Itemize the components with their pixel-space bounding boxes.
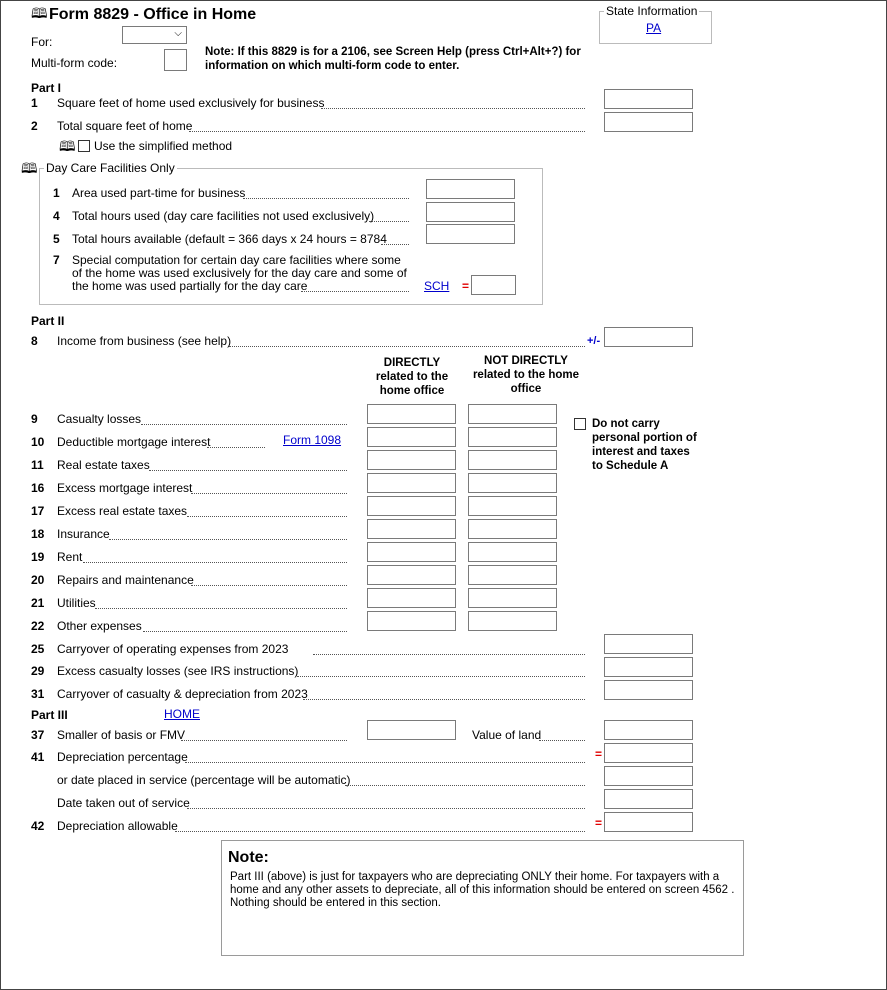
leader-dots bbox=[345, 784, 585, 786]
leader-dots bbox=[539, 739, 585, 741]
leader-dots bbox=[185, 761, 585, 763]
line17-label: Excess real estate taxes bbox=[57, 504, 188, 518]
line20-indirect-input[interactable] bbox=[468, 565, 557, 585]
daycare-line5-input[interactable] bbox=[426, 224, 515, 244]
line-number: 37 bbox=[31, 728, 45, 742]
leader-dots bbox=[149, 469, 347, 471]
part3-heading: Part III bbox=[31, 708, 68, 722]
line29-label: Excess casualty losses (see IRS instructions) bbox=[57, 664, 299, 678]
state-pa-link[interactable]: PA bbox=[646, 21, 662, 35]
line22-direct-input[interactable] bbox=[367, 611, 456, 631]
leader-dots bbox=[175, 830, 585, 832]
leader-dots bbox=[143, 630, 347, 632]
line19-label: Rent bbox=[57, 550, 83, 564]
line-number: 4 bbox=[53, 209, 60, 223]
chevron-down-icon: ⌵ bbox=[174, 28, 182, 39]
line-number: 18 bbox=[31, 527, 45, 541]
line-number: 9 bbox=[31, 412, 38, 426]
do-not-carry-label bbox=[592, 417, 697, 473]
line11-label: Real estate taxes bbox=[57, 458, 150, 472]
home-link[interactable]: HOME bbox=[164, 707, 200, 721]
line-number: 5 bbox=[53, 232, 60, 246]
line-number: 21 bbox=[31, 596, 45, 610]
value-of-land-label: Value of land bbox=[472, 728, 542, 742]
line19-direct-input[interactable] bbox=[367, 542, 456, 562]
col-header-direct-line: related to the bbox=[375, 371, 449, 383]
line10-label: Deductible mortgage interest bbox=[57, 435, 211, 449]
leader-dots bbox=[229, 345, 585, 347]
line-number: 22 bbox=[31, 619, 45, 633]
do-not-carry-line: interest and taxes bbox=[592, 446, 690, 458]
line37-label: Smaller of basis or FMV bbox=[57, 728, 186, 742]
leader-dots bbox=[243, 197, 409, 199]
line31-input[interactable] bbox=[604, 680, 693, 700]
leader-dots bbox=[191, 584, 347, 586]
line-number: 41 bbox=[31, 750, 45, 764]
page-title: Form 8829 - Office in Home bbox=[49, 6, 257, 23]
line10-direct-input[interactable] bbox=[367, 427, 456, 447]
line21-indirect-input[interactable] bbox=[468, 588, 557, 608]
line2-input[interactable] bbox=[604, 112, 693, 132]
line29-input[interactable] bbox=[604, 657, 693, 677]
daycare-line4-label: Total hours used (day care facilities not used exclusively) bbox=[72, 209, 375, 223]
line42-input[interactable] bbox=[604, 812, 693, 832]
line11-direct-input[interactable] bbox=[367, 450, 456, 470]
leader-dots bbox=[191, 492, 347, 494]
line31-label: Carryover of casualty & depreciation from 2023 bbox=[57, 687, 308, 701]
line-number: 20 bbox=[31, 573, 45, 587]
form-1098-link[interactable]: Form 1098 bbox=[283, 433, 342, 447]
leader-dots bbox=[181, 739, 347, 741]
line41-label: Depreciation percentage bbox=[57, 750, 188, 764]
line-number: 19 bbox=[31, 550, 45, 564]
leader-dots bbox=[95, 607, 347, 609]
line22-indirect-input[interactable] bbox=[468, 611, 557, 631]
line-number: 10 bbox=[31, 435, 45, 449]
line8-label: Income from business (see help) bbox=[57, 334, 232, 348]
line10-indirect-input[interactable] bbox=[468, 427, 557, 447]
note-title: Note: bbox=[228, 849, 269, 866]
leader-dots bbox=[207, 446, 265, 448]
line-number: 29 bbox=[31, 664, 45, 678]
line16-label: Excess mortgage interest bbox=[57, 481, 193, 495]
do-not-carry-checkbox[interactable] bbox=[574, 418, 586, 430]
date-placed-input[interactable] bbox=[604, 766, 693, 786]
line20-label: Repairs and maintenance bbox=[57, 573, 194, 587]
line9-label: Casualty losses bbox=[57, 412, 142, 426]
line1-input[interactable] bbox=[604, 89, 693, 109]
daycare-line4-input[interactable] bbox=[426, 202, 515, 222]
for-select[interactable] bbox=[122, 26, 187, 44]
multi-form-code-input[interactable] bbox=[164, 49, 187, 71]
line18-indirect-input[interactable] bbox=[468, 519, 557, 539]
leader-dots bbox=[189, 130, 585, 132]
col-header-direct-line: DIRECTLY bbox=[383, 357, 441, 369]
line8-input[interactable] bbox=[604, 327, 693, 347]
leader-dots bbox=[297, 675, 585, 677]
line41-input[interactable] bbox=[604, 743, 693, 763]
note-text: Part III (above) is just for taxpayers who are depreciating ONLY their home. For taxpayers with a home and any other assets to depreciate, all of this information should be entered on screen 4562 . Nothing should be entered in this section. bbox=[230, 871, 735, 909]
line-number: 2 bbox=[31, 119, 38, 133]
daycare-line7-label-2: of the home was used exclusively for the day care and some of bbox=[72, 266, 407, 280]
line-number: 17 bbox=[31, 504, 45, 518]
help-book-icon[interactable]: 🕮 bbox=[59, 138, 76, 154]
col-header-not-direct-line: NOT DIRECTLY bbox=[484, 355, 568, 367]
value-of-land-input[interactable] bbox=[604, 720, 693, 740]
daycare-line1-label: Area used part-time for business bbox=[72, 186, 246, 200]
line17-direct-input[interactable] bbox=[367, 496, 456, 516]
line16-indirect-input[interactable] bbox=[468, 473, 557, 493]
line9-direct-input[interactable] bbox=[367, 404, 456, 424]
col-header-not-direct-line: office bbox=[510, 383, 542, 395]
line-number: 11 bbox=[31, 458, 44, 472]
line25-input[interactable] bbox=[604, 634, 693, 654]
line20-direct-input[interactable] bbox=[367, 565, 456, 585]
line18-label: Insurance bbox=[57, 527, 110, 541]
line1-label: Square feet of home used exclusively for business bbox=[57, 96, 325, 110]
line-number: 8 bbox=[31, 334, 38, 348]
line11-indirect-input[interactable] bbox=[468, 450, 557, 470]
line16-direct-input[interactable] bbox=[367, 473, 456, 493]
simplified-method-label: Use the simplified method bbox=[94, 139, 233, 153]
plus-minus-sign: +/- bbox=[587, 335, 601, 347]
daycare-line7-label-3: the home was used partially for the day care bbox=[72, 279, 308, 293]
line21-direct-input[interactable] bbox=[367, 588, 456, 608]
line-number: 31 bbox=[31, 687, 45, 701]
col-header-not-direct bbox=[463, 354, 589, 396]
equals-sign: = bbox=[595, 747, 603, 761]
line-number: 16 bbox=[31, 481, 45, 495]
multi-form-note: Note: If this 8829 is for a 2106, see Screen Help (press Ctrl+Alt+?) for information on which multi-form code to enter. bbox=[205, 46, 581, 72]
line-number: 1 bbox=[31, 96, 38, 110]
col-header-direct-line: home office bbox=[379, 385, 445, 397]
leader-dots bbox=[187, 515, 347, 517]
equals-sign: = bbox=[462, 279, 470, 293]
line-number: 7 bbox=[53, 253, 60, 267]
line-number: 1 bbox=[53, 186, 60, 200]
help-book-icon[interactable]: 🕮 bbox=[21, 160, 38, 176]
sch-link[interactable]: SCH bbox=[424, 279, 450, 293]
line25-label: Carryover of operating expenses from 2023 bbox=[57, 642, 289, 656]
line37-input[interactable] bbox=[367, 720, 456, 740]
part1-heading: Part I bbox=[31, 81, 62, 95]
line21-label: Utilities bbox=[57, 596, 96, 610]
line2-label: Total square feet of home bbox=[57, 119, 193, 133]
leader-dots bbox=[303, 698, 585, 700]
line19-indirect-input[interactable] bbox=[468, 542, 557, 562]
date-taken-out-label: Date taken out of service bbox=[57, 796, 190, 810]
do-not-carry-line: personal portion of bbox=[592, 432, 697, 444]
multi-form-label: Multi-form code: bbox=[31, 56, 118, 70]
date-taken-out-input[interactable] bbox=[604, 789, 693, 809]
do-not-carry-line: to Schedule A bbox=[592, 460, 669, 472]
line18-direct-input[interactable] bbox=[367, 519, 456, 539]
leader-dots bbox=[381, 243, 409, 245]
help-book-icon[interactable]: 🕮 bbox=[31, 5, 48, 21]
line9-indirect-input[interactable] bbox=[468, 404, 557, 424]
simplified-method-checkbox[interactable] bbox=[78, 140, 90, 152]
leader-dots bbox=[83, 561, 347, 563]
leader-dots bbox=[321, 107, 585, 109]
leader-dots bbox=[141, 423, 347, 425]
do-not-carry-line: Do not carry bbox=[592, 418, 660, 430]
note-box bbox=[221, 840, 744, 956]
date-placed-label: or date placed in service (percentage will be automatic) bbox=[57, 773, 351, 787]
leader-dots bbox=[187, 807, 585, 809]
equals-sign: = bbox=[595, 816, 603, 830]
line17-indirect-input[interactable] bbox=[468, 496, 557, 516]
col-header-direct bbox=[367, 356, 457, 398]
leader-dots bbox=[313, 653, 585, 655]
part2-heading: Part II bbox=[31, 314, 65, 328]
daycare-legend: Day Care Facilities Only bbox=[46, 161, 175, 175]
daycare-line7-label-1: Special computation for certain day care facilities where some bbox=[72, 253, 401, 267]
col-header-not-direct-line: related to the home bbox=[472, 369, 580, 381]
line-number: 25 bbox=[31, 642, 45, 656]
leader-dots bbox=[301, 290, 409, 292]
daycare-line7-input[interactable] bbox=[471, 275, 516, 295]
daycare-line5-label: Total hours available (default = 366 days x 24 hours = 8784 bbox=[72, 232, 387, 246]
leader-dots bbox=[109, 538, 347, 540]
daycare-line1-input[interactable] bbox=[426, 179, 515, 199]
line-number: 42 bbox=[31, 819, 45, 833]
line42-label: Depreciation allowable bbox=[57, 819, 178, 833]
line22-label: Other expenses bbox=[57, 619, 142, 633]
state-information-legend: State Information bbox=[606, 4, 698, 18]
leader-dots bbox=[369, 220, 409, 222]
for-label: For: bbox=[31, 35, 53, 49]
